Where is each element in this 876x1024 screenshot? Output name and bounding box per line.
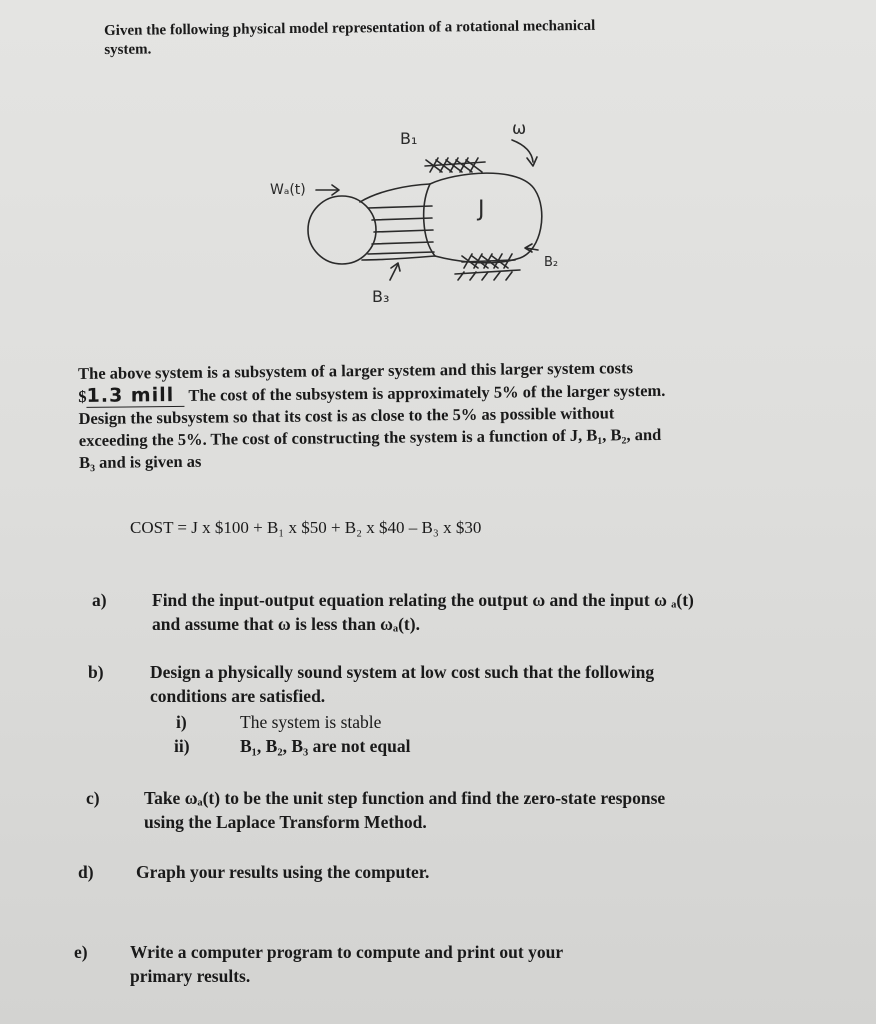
question-a-line-1: Find the input-output equation relating the output ω and the input ω ₐ(t) <box>152 590 694 610</box>
question-c-line-2: using the Laplace Transform Method. <box>144 812 427 832</box>
handwritten-cost: 1.3 mill <box>86 384 184 408</box>
question-e-line-1: Write a computer program to compute and print out your <box>130 942 564 962</box>
paragraph-line-1: The above system is a subsystem of a larger system and this larger system costs <box>78 358 634 383</box>
question-e-label: e) <box>74 942 88 962</box>
condition-2-text: B₁, B₂, B₃ are not equal <box>240 736 411 756</box>
inertia-body <box>430 173 542 263</box>
input-disk <box>308 196 376 264</box>
question-b-line-2: conditions are satisfied. <box>150 686 326 706</box>
dollar-sign: $ <box>78 386 87 406</box>
paragraph-line-2-rest: The cost of the subsystem is approximately 5% of the larger system. <box>188 380 666 405</box>
condition-1-label: i) <box>176 712 187 732</box>
condition-1-text: The system is stable <box>240 712 382 732</box>
rotational-system-diagram <box>250 110 590 310</box>
description-paragraph <box>78 357 666 474</box>
b3-label: B₃ <box>372 287 390 306</box>
problem-title <box>104 17 596 60</box>
question-c-line-1: Take ωₐ(t) to be the unit step function and find the zero-state response <box>144 788 666 808</box>
condition-2-label: ii) <box>174 736 190 756</box>
question-b-line-1: Design a physically sound system at low cost such that the following <box>150 662 655 682</box>
question-e-line-2: primary results. <box>130 966 251 986</box>
shaft-bottom-edge <box>362 256 435 260</box>
omega-arrow <box>512 140 533 162</box>
question-d-line-1: Graph your results using the computer. <box>136 862 430 882</box>
wa-label: Wₐ(t) <box>270 182 306 198</box>
b1-label: B₁ <box>400 129 418 148</box>
question-c-label: c) <box>86 788 100 808</box>
question-a-label: a) <box>92 590 107 610</box>
question-b-label: b) <box>88 662 104 682</box>
omega-label: ω <box>512 119 527 139</box>
paragraph-line-5: B₃ and is given as <box>78 451 202 472</box>
j-label: J <box>478 197 485 222</box>
cost-formula: COST = J x $100 + B₁ x $50 + B₂ x $40 – B₃ x $30 <box>130 518 482 537</box>
question-a-line-2: and assume that ω is less than ωₐ(t). <box>152 614 420 634</box>
title-line-2: system. <box>104 41 152 58</box>
shaft-top-edge <box>360 184 430 202</box>
paragraph-line-4: exceeding the 5%. The cost of constructing the system is a function of J, B₁, B₂, and <box>78 424 662 450</box>
title-line-1: Given the following physical model representation of a rotational mechanical <box>104 17 596 39</box>
paragraph-line-3: Design the subsystem so that its cost is as close to the 5% as possible without <box>78 403 615 428</box>
question-d-label: d) <box>78 862 94 882</box>
b2-label: B₂ <box>544 255 559 270</box>
